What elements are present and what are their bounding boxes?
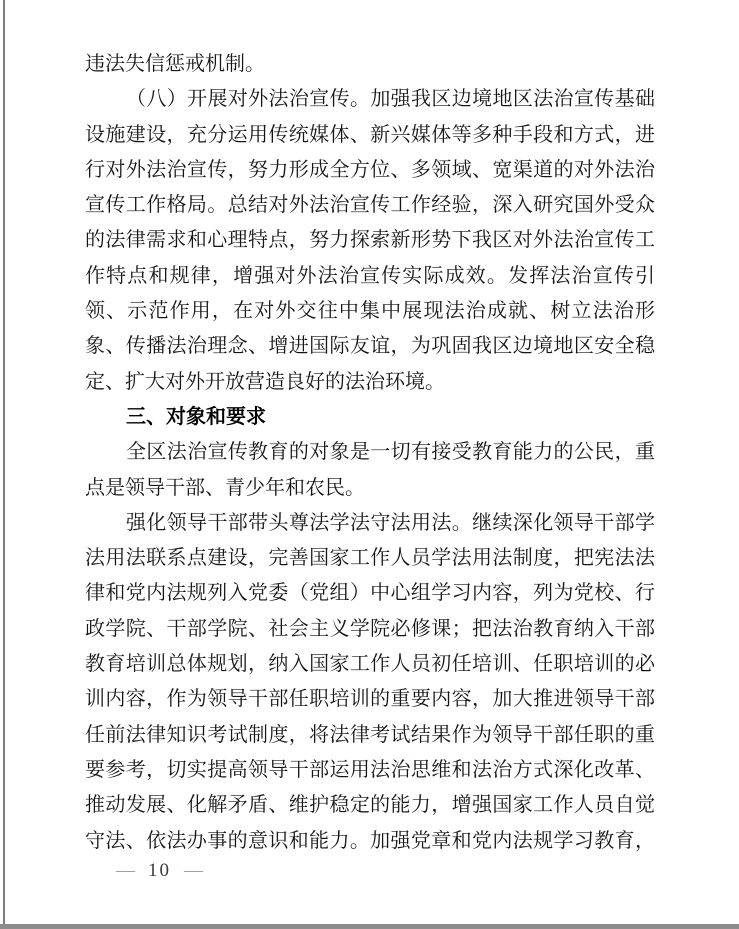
footer-dash-left: — xyxy=(116,860,135,881)
body-line: 政学院、干部学院、社会主义学院必修课；把法治教育纳入干部 xyxy=(85,617,655,640)
document-text-block xyxy=(85,47,655,859)
body-line: 教育培训总体规划，纳入国家工作人员初任培训、任职培训的必 xyxy=(85,653,655,676)
body-line: 要参考，切实提高领导干部运用法治思维和法治方式深化改革、 xyxy=(85,758,655,781)
body-line: 律和党内法规列入党委（党组）中心组学习内容，列为党校、行 xyxy=(85,582,655,605)
body-line: 宣传工作格局。总结对外法治宣传工作经验，深入研究国外受众 xyxy=(85,194,655,217)
scan-edge-bottom-line xyxy=(0,924,739,929)
body-line: 点是领导干部、青少年和农民。 xyxy=(85,476,365,499)
body-line: 守法、依法办事的意识和能力。加强党章和党内法规学习教育， xyxy=(85,829,655,852)
body-line: 训内容，作为领导干部任职培训的重要内容，加大推进领导干部 xyxy=(85,688,655,711)
body-line: 作特点和规律，增强对外法治宣传实际成效。发挥法治宣传引 xyxy=(85,264,655,287)
section-heading: 三、对象和要求 xyxy=(126,405,266,428)
body-line: 设施建设，充分运用传统媒体、新兴媒体等多种手段和方式，进 xyxy=(85,123,655,146)
body-line: 推动发展、化解矛盾、维护稳定的能力，增强国家工作人员自觉 xyxy=(85,794,655,817)
body-line: 全区法治宣传教育的对象是一切有接受教育能力的公民，重 xyxy=(126,441,655,464)
body-line: 任前法律知识考试制度，将法律考试结果作为领导干部任职的重 xyxy=(85,723,655,746)
body-line: （八）开展对外法治宣传。加强我区边境地区法治宣传基础 xyxy=(126,88,655,111)
body-line: 定、扩大对外开放营造良好的法治环境。 xyxy=(85,370,445,393)
body-line: 领、示范作用，在对外交往中集中展现法治成就、树立法治形 xyxy=(85,300,655,323)
body-line: 法用法联系点建设，完善国家工作人员学法用法制度，把宪法法 xyxy=(85,547,655,570)
body-line: 行对外法治宣传，努力形成全方位、多领域、宽渠道的对外法治 xyxy=(85,158,655,181)
footer-dash-right: — xyxy=(184,860,203,881)
scan-edge-left-line xyxy=(3,0,5,929)
body-line: 强化领导干部带头尊法学法守法用法。继续深化领导干部学 xyxy=(126,511,655,534)
body-line: 违法失信惩戒机制。 xyxy=(85,53,265,75)
body-line: 象、传播法治理念、增进国际友谊，为巩固我区边境地区安全稳 xyxy=(85,335,655,358)
page-footer xyxy=(116,859,203,883)
body-line: 的法律需求和心理特点，努力探索新形势下我区对外法治宣传工 xyxy=(85,229,655,252)
page-number: 10 xyxy=(148,860,171,881)
